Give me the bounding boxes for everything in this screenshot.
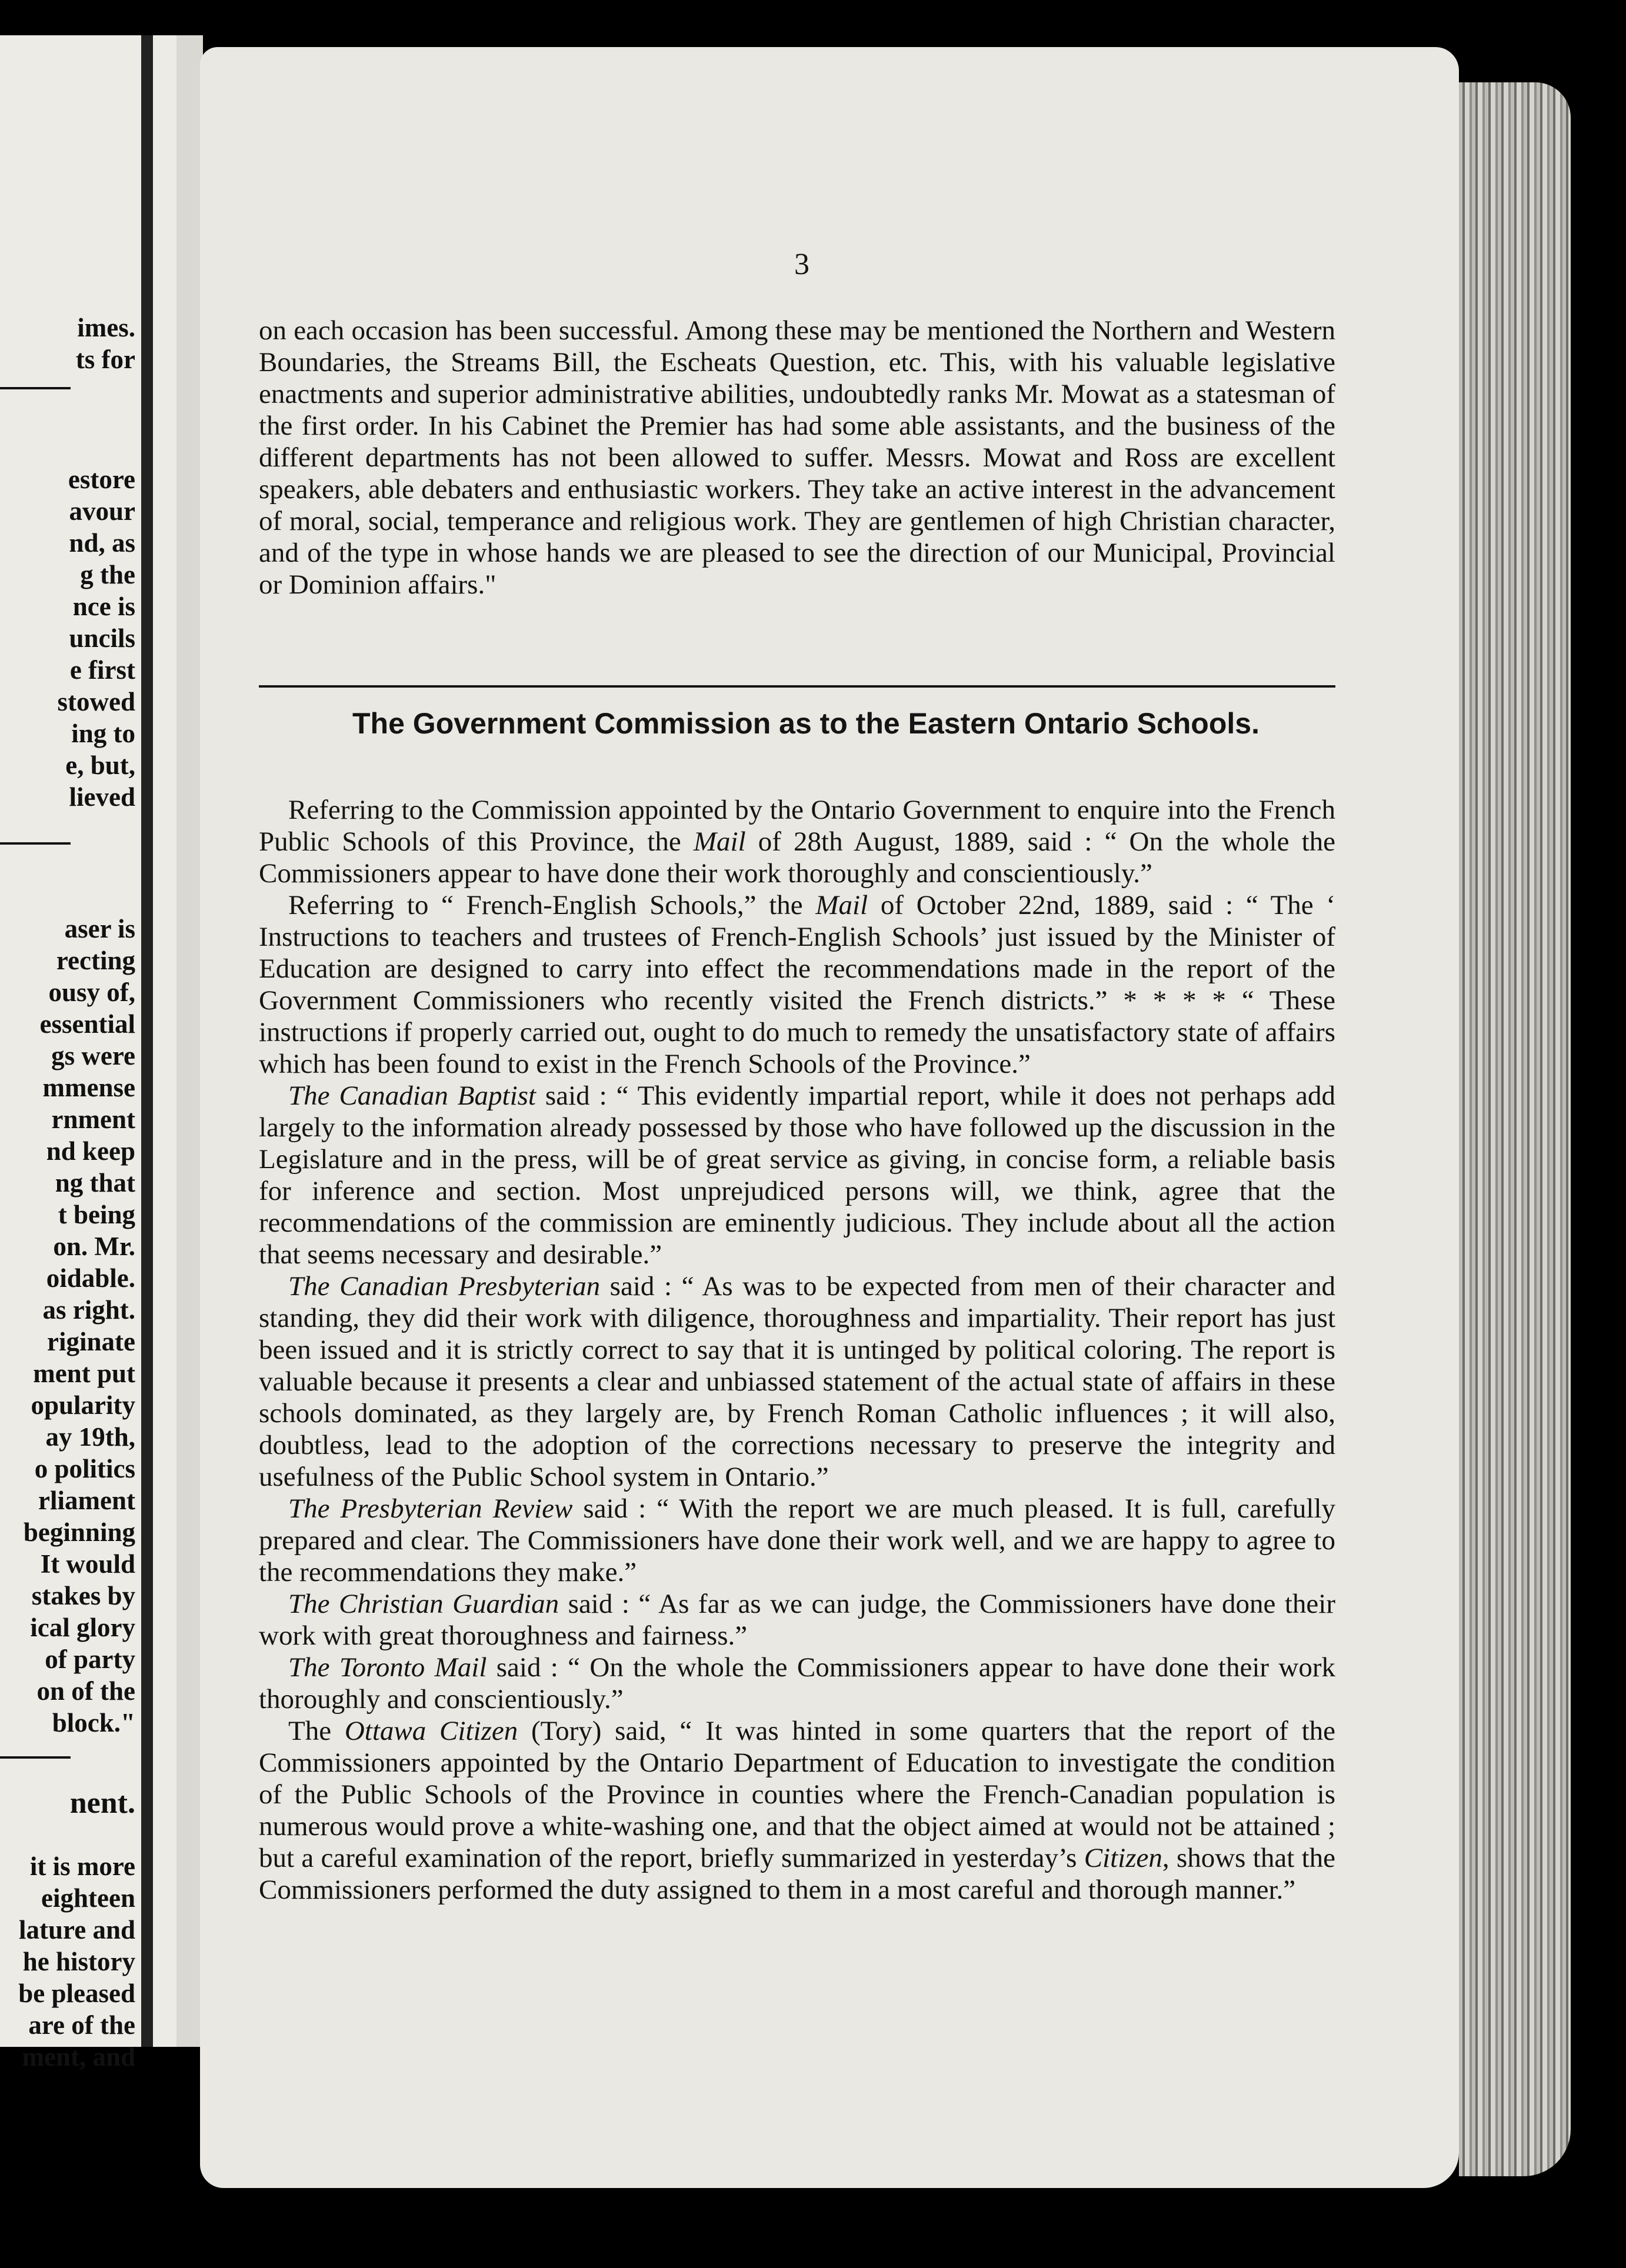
left-page-line: t being (58, 1200, 135, 1229)
left-page-line: e first (69, 655, 135, 685)
continued-paragraph: on each occasion has been successful. Among these may be mentioned the Northern and Western Boundaries, the Streams Bill, the Escheats Question, etc. This, with his valuable legislative enactments and superior administrative abilities, undoubtedly ranks Mr. Mowat as a statesman of the first order. In his Cabinet the Premier has had some able assistants, and the business of the different departments has not been allowed to suffer. Messrs. Mowat and Ross are excellent speakers, able debaters and enthusiastic workers. They take an active interest in the advancement of moral, social, temperance and religious work. They are gentlemen of high Christian character, and of the type in whose hands we are pleased to see the direction of our Municipal, Provincial or Dominion affairs." (259, 315, 1335, 600)
left-page-line: uncils (69, 623, 135, 653)
source-citizen: Citizen (1084, 1843, 1162, 1873)
left-page-rule (0, 842, 71, 845)
left-page-line: it is more (29, 1852, 135, 1881)
left-page-line: nd keep (46, 1136, 135, 1166)
left-page-line: mmense (42, 1073, 135, 1102)
source-mail: Mail (815, 890, 868, 920)
left-page-line: ical glory (30, 1613, 135, 1642)
left-page-line: imes. (77, 313, 135, 342)
left-page-line: on of the (36, 1676, 135, 1706)
source-canadian-baptist: The Canadian Baptist (288, 1080, 536, 1111)
left-page-line: ment put (33, 1359, 135, 1388)
left-page-line: gs were (51, 1041, 135, 1070)
source-mail: Mail (693, 826, 746, 857)
paragraph-christian-guardian: The Christian Guardian said : “ As far as we can judge, the Commissioners have done their work with great thoroughness and fairness.” (259, 1589, 1335, 1651)
page-number: 3 (794, 248, 809, 281)
left-page-line: g the (80, 560, 135, 589)
section-heading: The Government Commission as to the Eastern Ontario Schools. (352, 707, 1260, 740)
left-page-line: he history (22, 1947, 135, 1976)
source-presbyterian-review: The Presbyterian Review (288, 1493, 573, 1524)
page-edges (1459, 82, 1571, 2176)
left-page-line: as right. (42, 1295, 135, 1325)
paragraph-mail-october: Referring to “ French-English Schools,” the Mail of October 22nd, 1889, said : “ The ‘ Instructions to teachers and trustees of French-English Schools’ just issued by the Minister of Education are designed to carry into effect the recommendations made in the report of the Government Commissioners who recently visited the French districts.” * * * * “ These instructions if properly carried out, ought to do much to remedy the unsatisfactory state of affairs which has been found to exist in the French Schools of the Province.” (259, 890, 1335, 1079)
left-page-line: essential (39, 1009, 135, 1039)
paragraph-toronto-mail: The Toronto Mail said : “ On the whole the Commissioners appear to have done their work thoroughly and conscientiously.” (259, 1652, 1335, 1715)
left-page-line: ng that (55, 1168, 135, 1198)
left-page-line: ment, and (22, 2042, 135, 2072)
paragraph-canadian-baptist: The Canadian Baptist said : “ This evidently impartial report, while it does not perhaps add largely to the information already possessed by those who have followed up the discussion in the Legislature and in the press, will be of great service as giving, in concise form, a reliable basis for inference and section. Most unprejudiced persons will, we think, agree that the recommendations of the commission are eminently judicious. They include about all the action that seems necessary and desirable.” (259, 1080, 1335, 1270)
left-page-line: rnment (51, 1105, 135, 1134)
left-page-line: stakes by (31, 1581, 135, 1610)
source-christian-guardian: The Christian Guardian (288, 1589, 559, 1619)
source-canadian-presbyterian: The Canadian Presbyterian (288, 1271, 601, 1302)
left-page-line: riginate (47, 1327, 135, 1356)
left-page-line: lieved (69, 782, 135, 812)
paragraph-presbyterian-review: The Presbyterian Review said : “ With the report we are much pleased. It is full, carefully prepared and clear. The Commissioners have done their work well, and we are happy to agree to the recommendations they make.” (259, 1493, 1336, 1587)
section-divider (259, 685, 1335, 688)
source-toronto-mail: The Toronto Mail (288, 1652, 487, 1683)
left-page-line: on. Mr. (53, 1232, 135, 1261)
left-page-heading: nent. (69, 1786, 135, 1820)
book-gutter (176, 35, 203, 2047)
left-page-line: be pleased (18, 1979, 135, 2008)
left-page-line: ousy of, (48, 978, 135, 1007)
left-page-line: lature and (19, 1915, 135, 1945)
left-page-line: estore (68, 465, 135, 494)
left-page-line: opularity (31, 1390, 135, 1420)
left-page-line: rliament (38, 1486, 135, 1515)
section-body (259, 794, 1335, 1906)
paragraph-ottawa-citizen: The Ottawa Citizen (Tory) said, “ It was hinted in some quarters that the report of the Commissioners appointed by the Ontario Department of Education to investigate the condition of the Public Schools of the Province in counties where the French-Canadian population is numerous would prove a white-washing one, and that the object aimed at would not be attained ; but a careful examination of the report, briefly summarized in yesterday’s Citizen, shows that the Commissioners performed the duty assigned to them in a most careful and thorough manner.” (259, 1716, 1335, 1905)
left-page-rule (0, 387, 71, 389)
left-page-rule (0, 1756, 71, 1759)
left-page-line: avour (69, 496, 135, 526)
left-page-line: of party (45, 1645, 135, 1674)
source-ottawa-citizen: Ottawa Citizen (344, 1716, 518, 1746)
left-page-line: beginning (23, 1517, 135, 1547)
paragraph-canadian-presbyterian: The Canadian Presbyterian said : “ As was to be expected from men of their character and standing, they did their work with diligence, thoroughness and impartiality. Their report has just been issued and it is strictly correct to say that it is untinged by political coloring. The report is valuable because it presents a clear and unbiassed statement of the actual state of affairs in these schools dominated, as they largely are, by French Roman Catholic influences ; it will also, doubtless, lead to the adoption of the corrections necessary to preserve the integrity and usefulness of the Public School system in Ontario.” (259, 1271, 1335, 1492)
left-page-line: recting (56, 946, 135, 975)
left-page-line: ing to (71, 719, 135, 748)
left-page-line: eighteen (41, 1883, 135, 1913)
left-page-line: e, but, (65, 751, 135, 780)
left-page-line: stowed (57, 687, 135, 716)
left-page-line: nce is (72, 592, 135, 621)
left-page-line: nd, as (69, 528, 135, 558)
left-page-line: block." (52, 1708, 135, 1737)
left-page-line: It would (40, 1549, 135, 1579)
left-page-line: oidable. (46, 1263, 135, 1293)
left-page-line: aser is (64, 914, 135, 943)
left-page-line: are of the (28, 2010, 135, 2040)
left-page-line: o politics (34, 1454, 135, 1483)
left-page-line: ts for (75, 345, 135, 374)
book-gutter-shadow (141, 35, 153, 2047)
left-page-line: ay 19th, (45, 1422, 135, 1452)
paragraph-mail-august: Referring to the Commission appointed by the Ontario Government to enquire into the French Public Schools of this Province, the Mail of 28th August, 1889, said : “ On the whole the Commissioners appear to have done their work thoroughly and conscientiously.” (259, 795, 1335, 889)
